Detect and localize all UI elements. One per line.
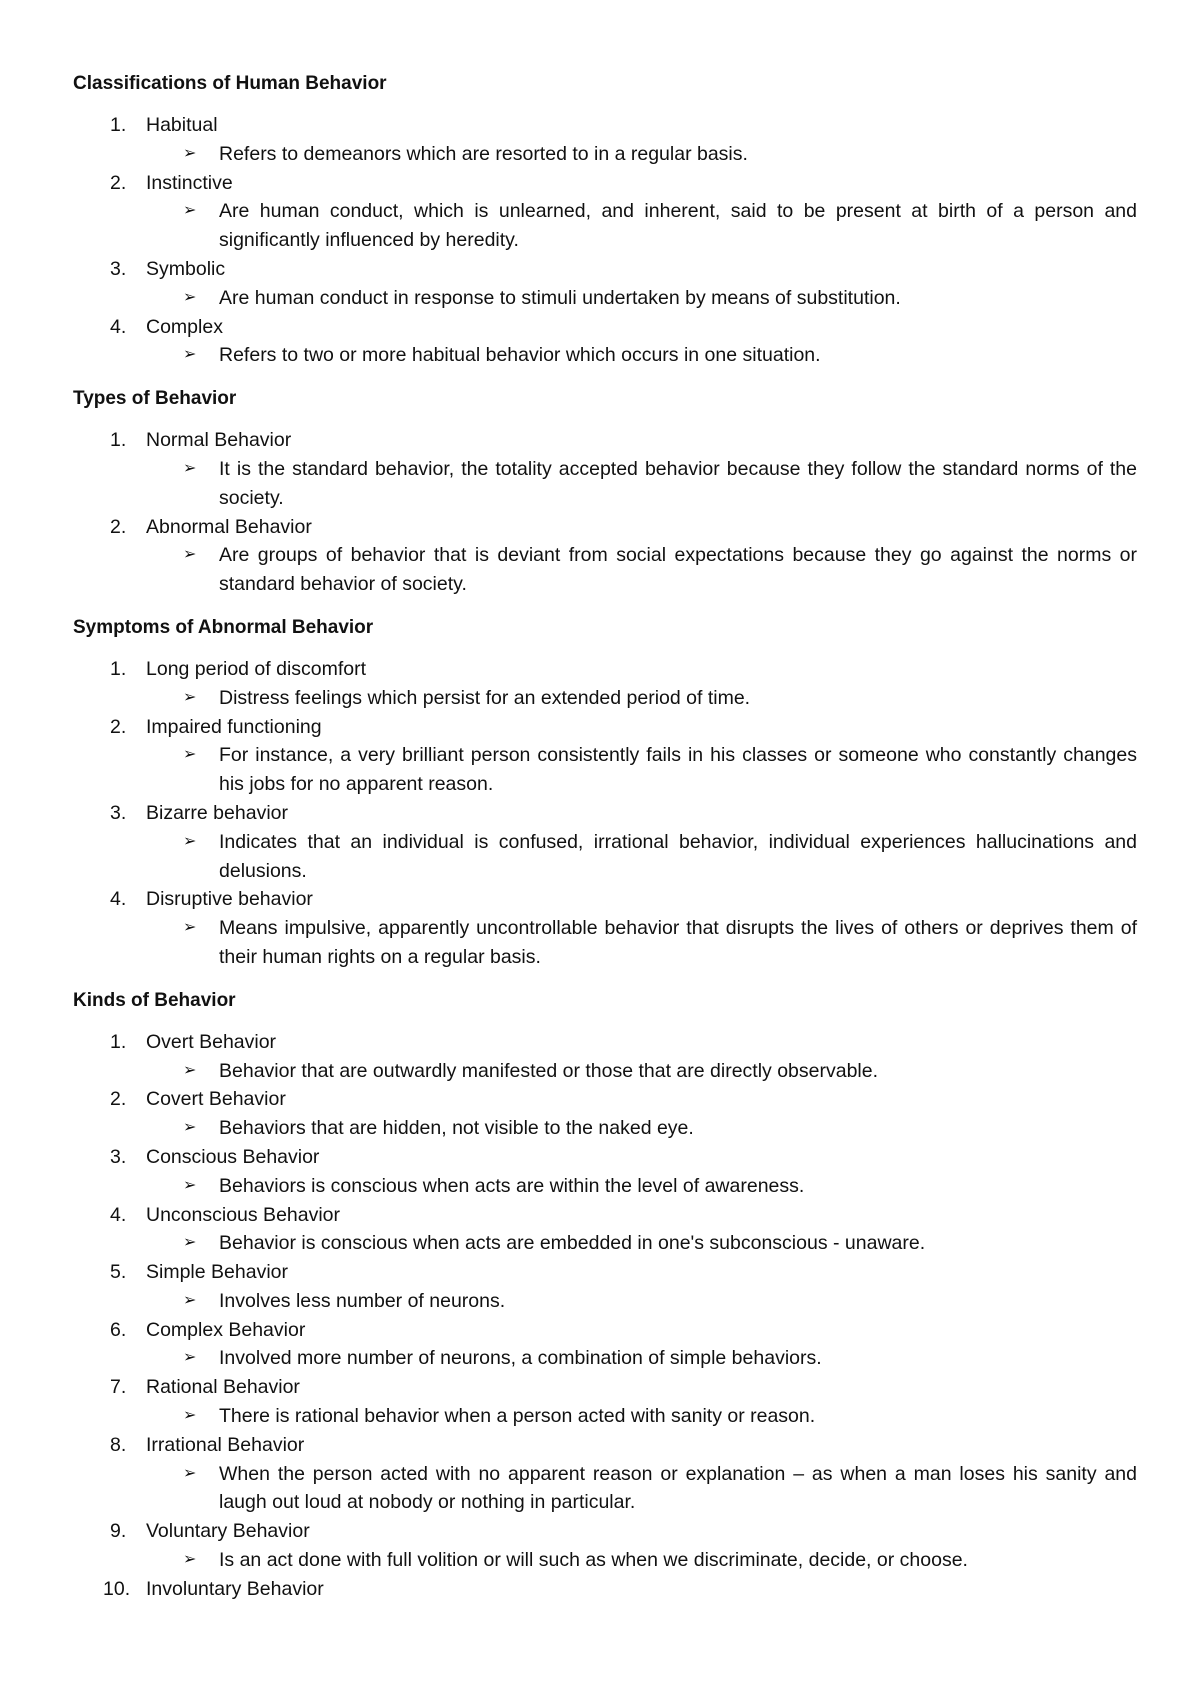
item-label: Symbolic xyxy=(146,257,226,280)
list-item xyxy=(73,1517,1137,1575)
numbered-list xyxy=(73,111,1137,370)
arrow-bullet-icon: ➢ xyxy=(183,1119,197,1137)
item-description: ➢ Behaviors that are hidden, not visible to the naked eye. xyxy=(146,1114,1137,1143)
item-label: Unconscious Behavior xyxy=(146,1203,341,1226)
item-label: Covert Behavior xyxy=(146,1088,286,1111)
arrow-bullet-icon: ➢ xyxy=(183,144,197,162)
item-number: 2. xyxy=(110,1088,127,1111)
list-item xyxy=(73,1431,1137,1517)
item-number: 10. xyxy=(103,1577,131,1600)
item-description: ➢ It is the standard behavior, the totality accepted behavior because they follow the standard norms of the society. xyxy=(146,455,1137,513)
item-label: Abnormal Behavior xyxy=(146,515,312,538)
item-number: 2. xyxy=(110,515,127,538)
item-label: Voluntary Behavior xyxy=(146,1520,310,1543)
item-description: ➢ Distress feelings which persist for an extended period of time. xyxy=(146,684,1137,713)
item-description: ➢ Is an act done with full volition or will such as when we discriminate, decide, or choose. xyxy=(146,1546,1137,1575)
item-number: 8. xyxy=(110,1433,127,1456)
list-item xyxy=(73,513,1137,599)
list-item xyxy=(73,111,1137,169)
arrow-bullet-icon: ➢ xyxy=(183,1551,197,1569)
item-number: 6. xyxy=(110,1318,127,1341)
list-item xyxy=(73,255,1137,313)
item-label: Disruptive behavior xyxy=(146,888,313,911)
item-description: ➢ Indicates that an individual is confused, irrational behavior, individual experiences hallucinations and delusions. xyxy=(146,828,1137,886)
item-description: ➢ Behavior is conscious when acts are embedded in one's subconscious - unaware. xyxy=(146,1229,1137,1258)
item-label: Rational Behavior xyxy=(146,1376,300,1399)
item-number: 4. xyxy=(110,1203,127,1226)
item-number: 5. xyxy=(110,1261,127,1284)
item-number: 1. xyxy=(110,429,127,452)
item-label: Instinctive xyxy=(146,171,233,194)
item-number: 7. xyxy=(110,1376,127,1399)
item-description: ➢ Are groups of behavior that is deviant from social expectations because they go against the norms or standard behavior of society. xyxy=(146,541,1137,599)
item-description: ➢ Means impulsive, apparently uncontrollable behavior that disrupts the lives of others or deprives them of their human rights on a regular basis. xyxy=(146,914,1137,972)
numbered-list xyxy=(73,655,1137,972)
item-number: 3. xyxy=(110,257,127,280)
list-item xyxy=(73,1316,1137,1374)
item-number: 1. xyxy=(110,114,127,136)
arrow-bullet-icon: ➢ xyxy=(183,1291,197,1309)
list-item xyxy=(73,799,1137,885)
arrow-bullet-icon: ➢ xyxy=(183,1061,197,1079)
numbered-list xyxy=(73,1028,1137,1604)
section-heading: Symptoms of Abnormal Behavior xyxy=(73,616,374,638)
list-item xyxy=(73,1373,1137,1431)
arrow-bullet-icon: ➢ xyxy=(183,288,197,306)
item-number: 4. xyxy=(110,888,127,911)
item-number: 1. xyxy=(110,657,127,680)
arrow-bullet-icon: ➢ xyxy=(183,1176,197,1194)
item-label: Overt Behavior xyxy=(146,1030,277,1053)
list-item xyxy=(73,1143,1137,1201)
item-description: ➢ Refers to two or more habitual behavior which occurs in one situation. xyxy=(146,341,1137,370)
arrow-bullet-icon: ➢ xyxy=(183,202,197,220)
arrow-bullet-icon: ➢ xyxy=(183,459,197,477)
item-label: Bizarre behavior xyxy=(146,801,288,824)
item-label: Involuntary Behavior xyxy=(146,1577,324,1600)
section-symptoms xyxy=(73,614,1137,972)
item-description: ➢ Are human conduct, which is unlearned, and inherent, said to be present at birth of a person and significantly influenced by heredity. xyxy=(146,197,1137,255)
list-item xyxy=(73,1258,1137,1316)
item-label: Conscious Behavior xyxy=(146,1145,320,1168)
list-item xyxy=(73,885,1137,971)
arrow-bullet-icon: ➢ xyxy=(183,919,197,937)
item-label: Habitual xyxy=(146,114,218,136)
document-content xyxy=(73,70,1137,1619)
item-description: ➢ There is rational behavior when a person acted with sanity or reason. xyxy=(146,1402,1137,1431)
list-item xyxy=(73,313,1137,371)
item-description: ➢ Behavior that are outwardly manifested or those that are directly observable. xyxy=(146,1057,1137,1086)
arrow-bullet-icon: ➢ xyxy=(183,346,197,364)
item-description: ➢ Behaviors is conscious when acts are within the level of awareness. xyxy=(146,1172,1137,1201)
list-item xyxy=(73,1201,1137,1259)
list-item xyxy=(73,1028,1137,1086)
arrow-bullet-icon: ➢ xyxy=(183,1349,197,1367)
item-label: Simple Behavior xyxy=(146,1261,288,1284)
list-item xyxy=(73,655,1137,713)
section-kinds xyxy=(73,987,1137,1604)
item-number: 3. xyxy=(110,801,127,824)
section-heading: Classifications of Human Behavior xyxy=(73,73,387,94)
item-description: ➢ Refers to demeanors which are resorted to in a regular basis. xyxy=(146,140,1137,169)
item-number: 2. xyxy=(110,715,127,738)
item-label: Long period of discomfort xyxy=(146,657,367,680)
list-item xyxy=(73,1575,1137,1604)
item-number: 1. xyxy=(110,1030,127,1053)
item-label: Complex Behavior xyxy=(146,1318,306,1341)
arrow-bullet-icon: ➢ xyxy=(183,1234,197,1252)
list-item xyxy=(73,426,1137,512)
item-label: Normal Behavior xyxy=(146,429,292,452)
arrow-bullet-icon: ➢ xyxy=(183,688,197,706)
arrow-bullet-icon: ➢ xyxy=(183,546,197,564)
list-item xyxy=(73,169,1137,255)
arrow-bullet-icon: ➢ xyxy=(183,1407,197,1425)
section-classifications xyxy=(73,70,1137,370)
section-heading: Kinds of Behavior xyxy=(73,989,236,1011)
numbered-list xyxy=(73,426,1137,599)
item-description: ➢ Are human conduct in response to stimuli undertaken by means of substitution. xyxy=(146,284,1137,313)
arrow-bullet-icon: ➢ xyxy=(183,832,197,850)
item-description: ➢ Involves less number of neurons. xyxy=(146,1287,1137,1316)
item-description: ➢ Involved more number of neurons, a combination of simple behaviors. xyxy=(146,1344,1137,1373)
item-number: 2. xyxy=(110,171,127,194)
section-types xyxy=(73,385,1137,599)
arrow-bullet-icon: ➢ xyxy=(183,1464,197,1482)
item-label: Complex xyxy=(146,315,223,338)
item-description: ➢ When the person acted with no apparent reason or explanation – as when a man loses his sanity and laugh out loud at nobody or nothing in particular. xyxy=(146,1460,1137,1518)
item-number: 4. xyxy=(110,315,127,338)
item-number: 9. xyxy=(110,1520,127,1543)
list-item xyxy=(73,713,1137,799)
item-label: Impaired functioning xyxy=(146,715,322,738)
list-item xyxy=(73,1085,1137,1143)
item-description: ➢ For instance, a very brilliant person consistently fails in his classes or someone who constantly changes his jobs for no apparent reason. xyxy=(146,741,1137,799)
section-heading: Types of Behavior xyxy=(73,388,237,410)
item-number: 3. xyxy=(110,1145,127,1168)
arrow-bullet-icon: ➢ xyxy=(183,746,197,764)
item-label: Irrational Behavior xyxy=(146,1433,305,1456)
